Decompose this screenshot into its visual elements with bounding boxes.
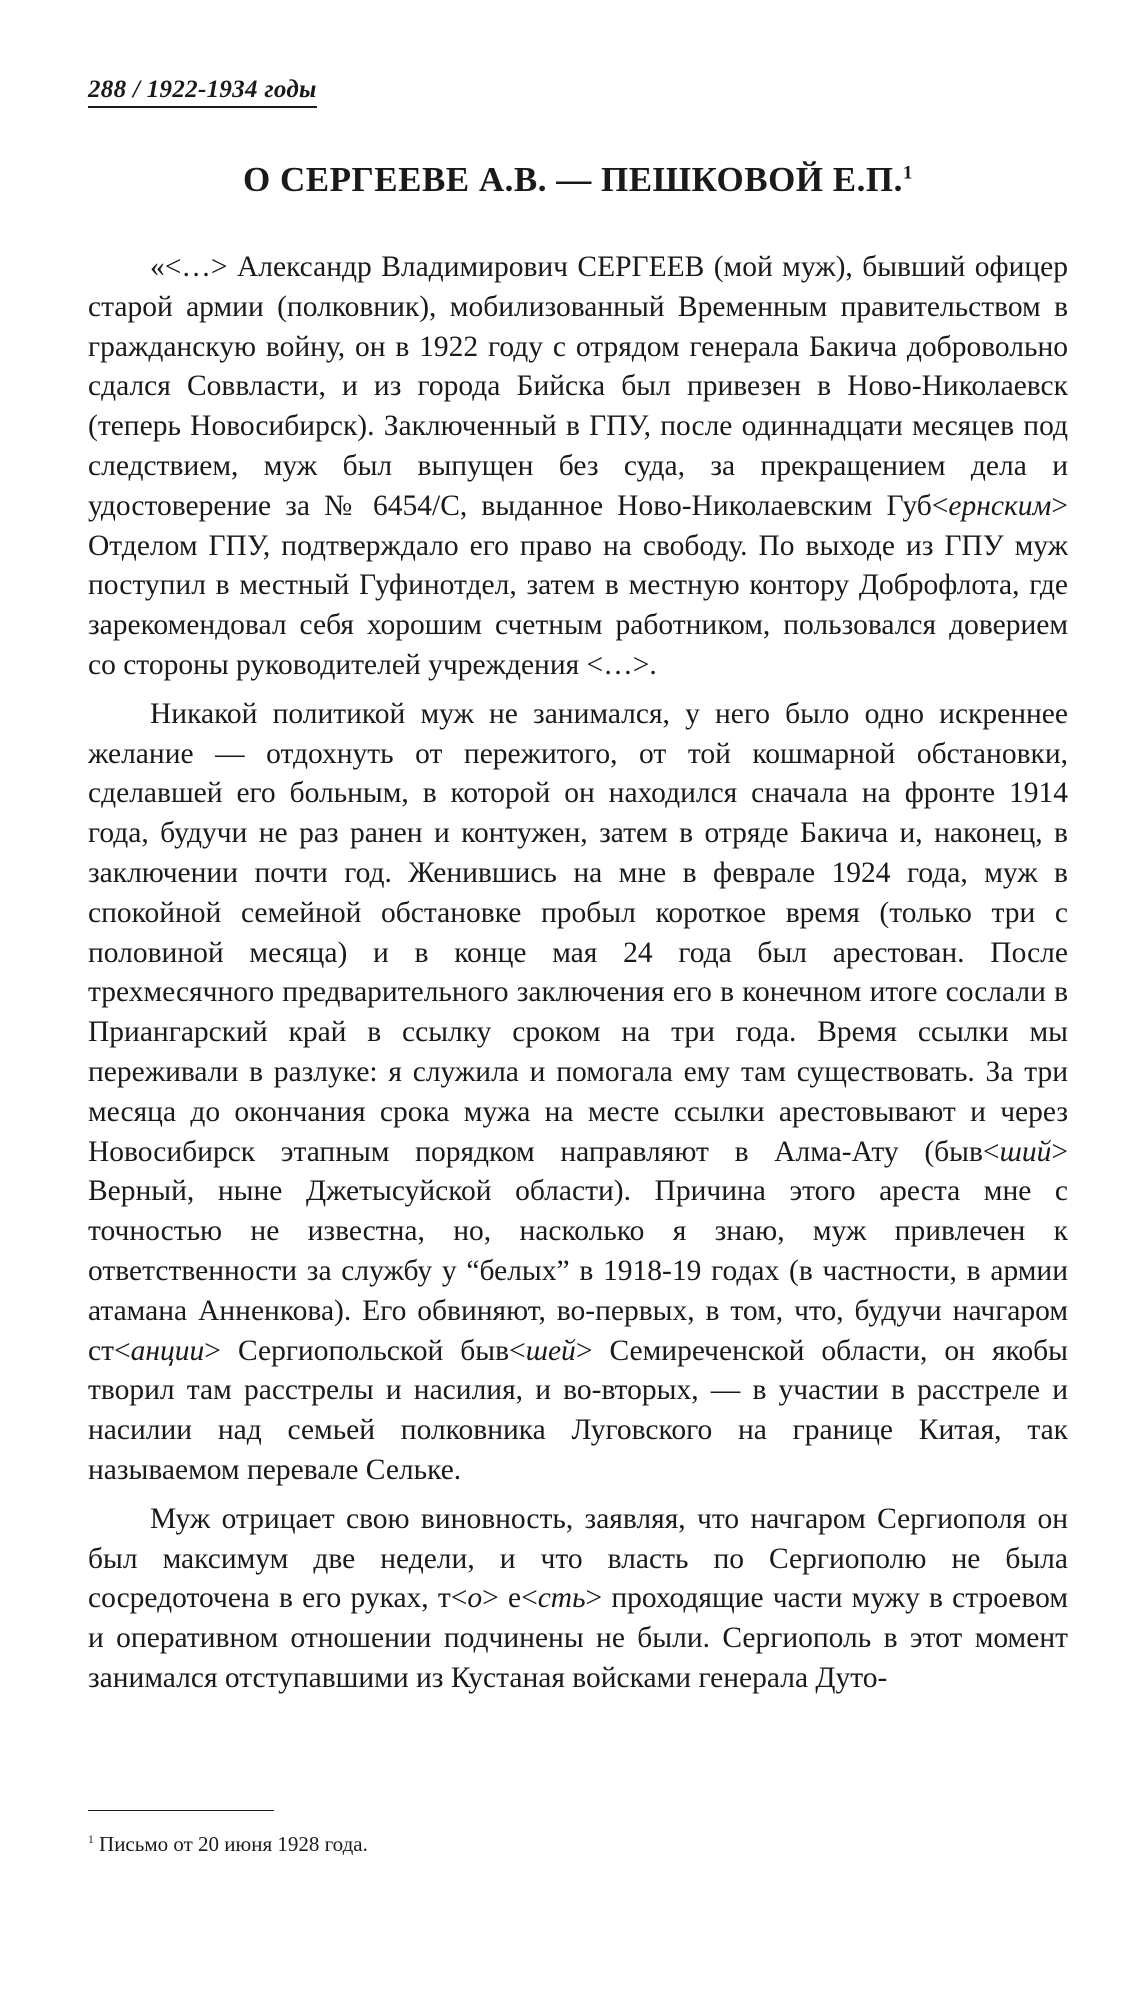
footnote [88,1832,368,1857]
paragraph-3 [88,1500,1068,1699]
text-run: > Верный, ныне Джетысуйской области). Причина этого ареста мне с точностью не известна, но, насколько я знаю, муж привлечен к ответственности за службу у “белых” в 1918-19 годах (в частности, в армии атамана Анненкова). Его обвиняют, во-первых, в том, что, будучи начгаром ст< [88,1135,1068,1367]
page-title [88,160,1068,200]
text-run-italic: ернским [948,489,1052,522]
text-run: > е< [482,1582,538,1615]
text-run: Никакой политикой муж не занимался, у него было одно искреннее желание — отдохнуть от пережитого, от той кошмарной обстановки, сделавшей его больным, в которой он находился сначала на фронте 1914 года, будучи не раз ранен и контужен, затем в отряде Бакича и, наконец, в заключении почти год. Женившись на мне в феврале 1924 года, муж в спокойной семейной обстановке пробыл короткое время (только три с половиной месяца) и в конце мая 24 года был арестован. После трехмесячного предварительного заключения его в конечном итоге сослали в Приангарский край в ссылку сроком на три года. Время ссылки мы переживали в разлуке: я служила и помогала ему там существовать. За три месяца до окончания срока мужа на месте ссылки арестовывают и через Новосибирск этапным порядком направляют в Алма-Ату (быв< [88,697,1068,1168]
text-run-italic: о [467,1582,483,1615]
text-run: > проходящие части мужу в строевом и оперативном отношении подчинены не были. Сергиополь в этот момент занимался отступавшими из Кустаная войсками генерала Дуто- [88,1582,1068,1694]
text-run: «<…> Александр Владимирович СЕРГЕЕВ (мой муж), бывший офицер старой армии (полковник), мобилизованный Временным правительством в гражданскую войну, он в 1922 году с отрядом генерала Бакича добровольно сдался Соввласти, и из города Бийска был привезен в Ново-Николаевск (теперь Новосибирск). Заключенный в ГПУ, после одиннадцати месяцев под следствием, муж был выпущен без суда, за прекращением дела и удостоверение за № 6454/С, выданное Ново-Николаевским Губ< [88,251,1068,522]
text-run-italic: сть [537,1582,586,1615]
paragraph-1 [88,248,1068,686]
footnote-text: Письмо от 20 июня 1928 года. [99,1832,368,1856]
text-run-italic: шей [525,1334,576,1367]
text-run: Муж отрицает свою виновность, заявляя, что начгаром Сергиополя он был максимум две недели, и что власть по Сергиополю не была сосредоточена в его руках, т< [88,1502,1068,1615]
running-head: 288 / 1922-1934 годы [88,76,317,108]
text-run: > Сергиопольской быв< [204,1334,526,1367]
text-run: > Отделом ГПУ, подтверждало его право на свободу. По выходе из ГПУ муж поступил в местный Гуфинотдел, затем в местную контору Доброфлота, где зарекомендовал себя хорошим счетным работником, пользовался доверием со стороны руководителей учреждения <…>. [88,489,1068,681]
title-footnote-marker: 1 [902,162,913,184]
text-run-italic: ший [999,1135,1052,1168]
footnote-marker: 1 [88,1834,94,1846]
title-text: О СЕРГЕЕВЕ А.В. — ПЕШКОВОЙ Е.П. [243,160,903,199]
paragraph-2 [88,695,1068,1491]
text-run-italic: анции [130,1334,205,1367]
letter-body [88,248,1068,1699]
footnote-divider [88,1810,274,1811]
text-run: > Семиреченской области, он якобы творил там расстрелы и насилия, и во-вторых, — в участии в расстреле и насилии над семьей полковника Луговского на границе Китая, так называемом перевале Сельке. [88,1334,1068,1486]
